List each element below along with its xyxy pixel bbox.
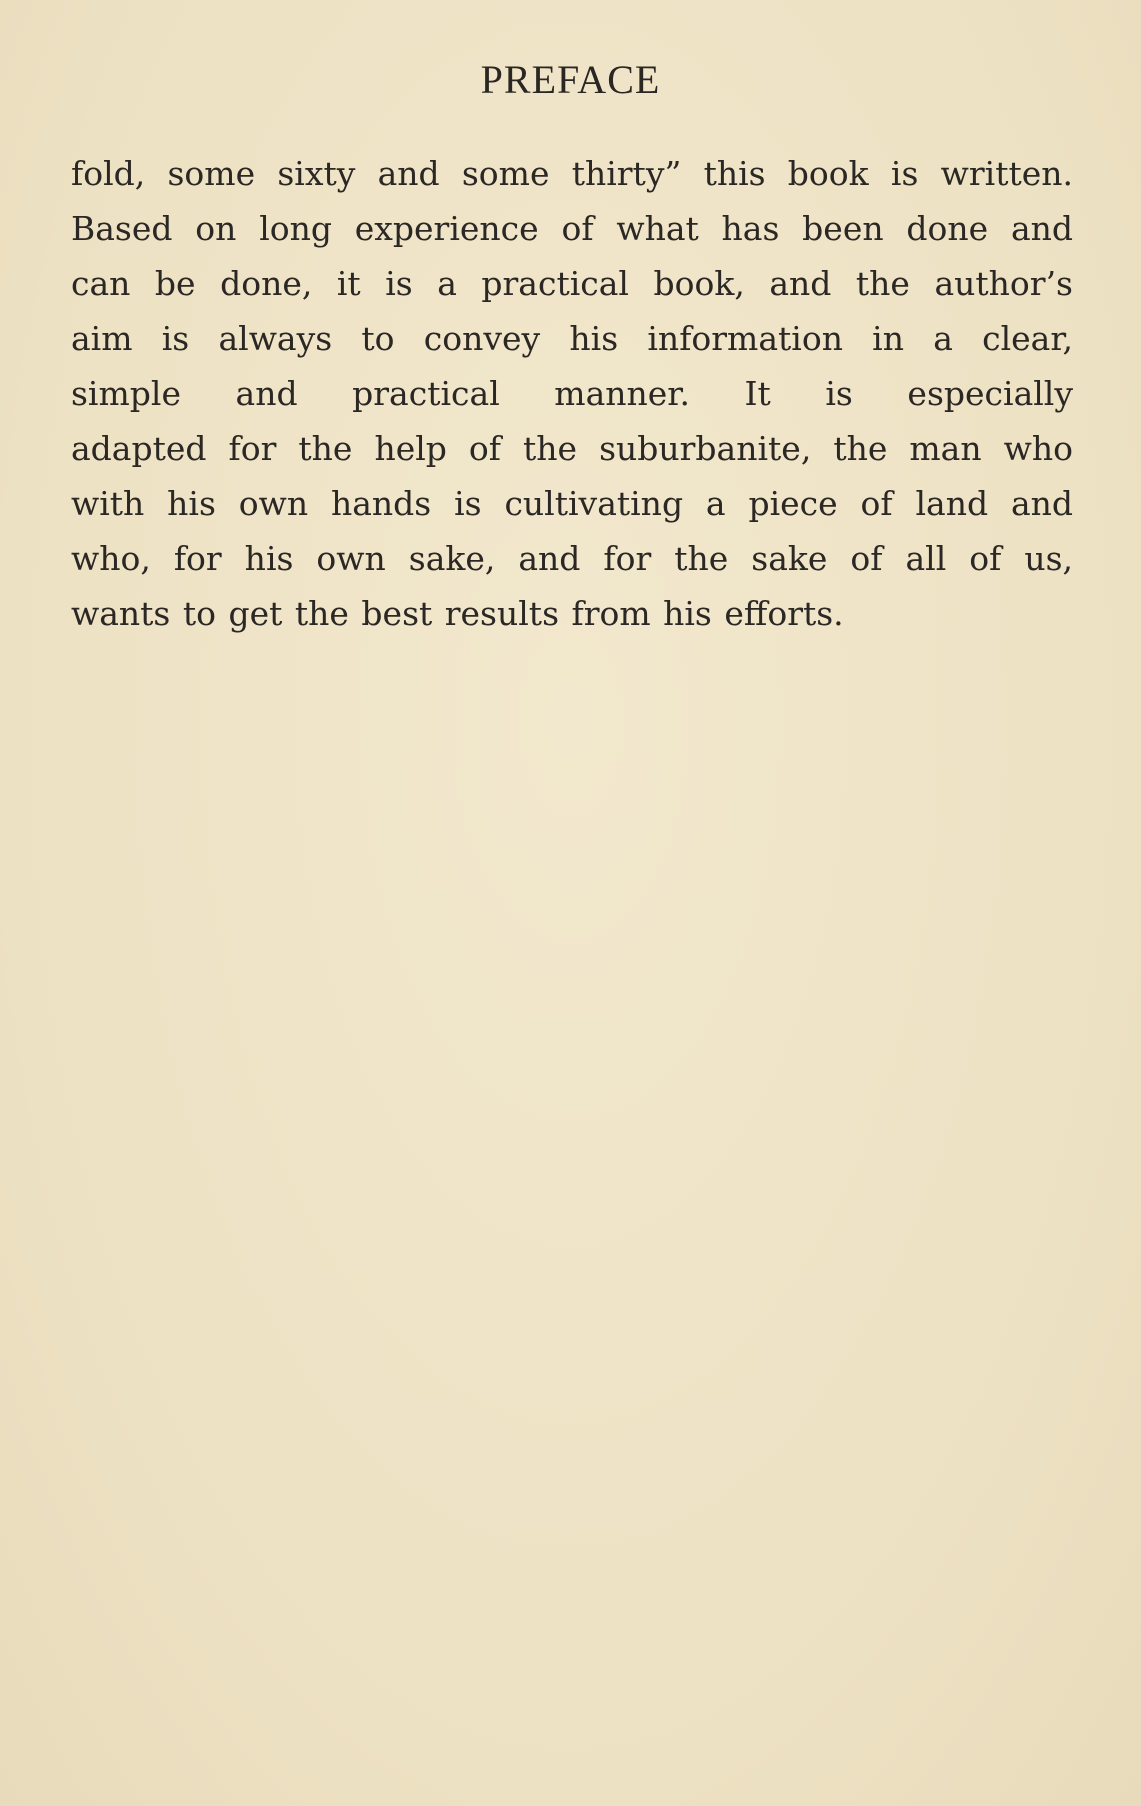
preface-paragraph: [71, 146, 1073, 641]
text-line: can be done, it is a practical book, and the author’s: [71, 264, 1073, 303]
text-line: wants to get the best results from his efforts.: [71, 594, 844, 633]
text-line: with his own hands is cultivating a piece of land and: [71, 484, 1073, 523]
text-line: adapted for the help of the suburbanite, the man who: [71, 429, 1073, 468]
text-line: Based on long experience of what has been done and: [71, 209, 1073, 248]
text-line: who, for his own sake, and for the sake of all of us,: [71, 539, 1073, 578]
text-line: aim is always to convey his information in a clear,: [71, 319, 1073, 358]
text-line: fold, some sixty and some thirty” this book is written.: [71, 154, 1073, 193]
page-heading: PREFACE: [480, 57, 661, 102]
text-line: simple and practical manner. It is especially: [71, 374, 1073, 413]
